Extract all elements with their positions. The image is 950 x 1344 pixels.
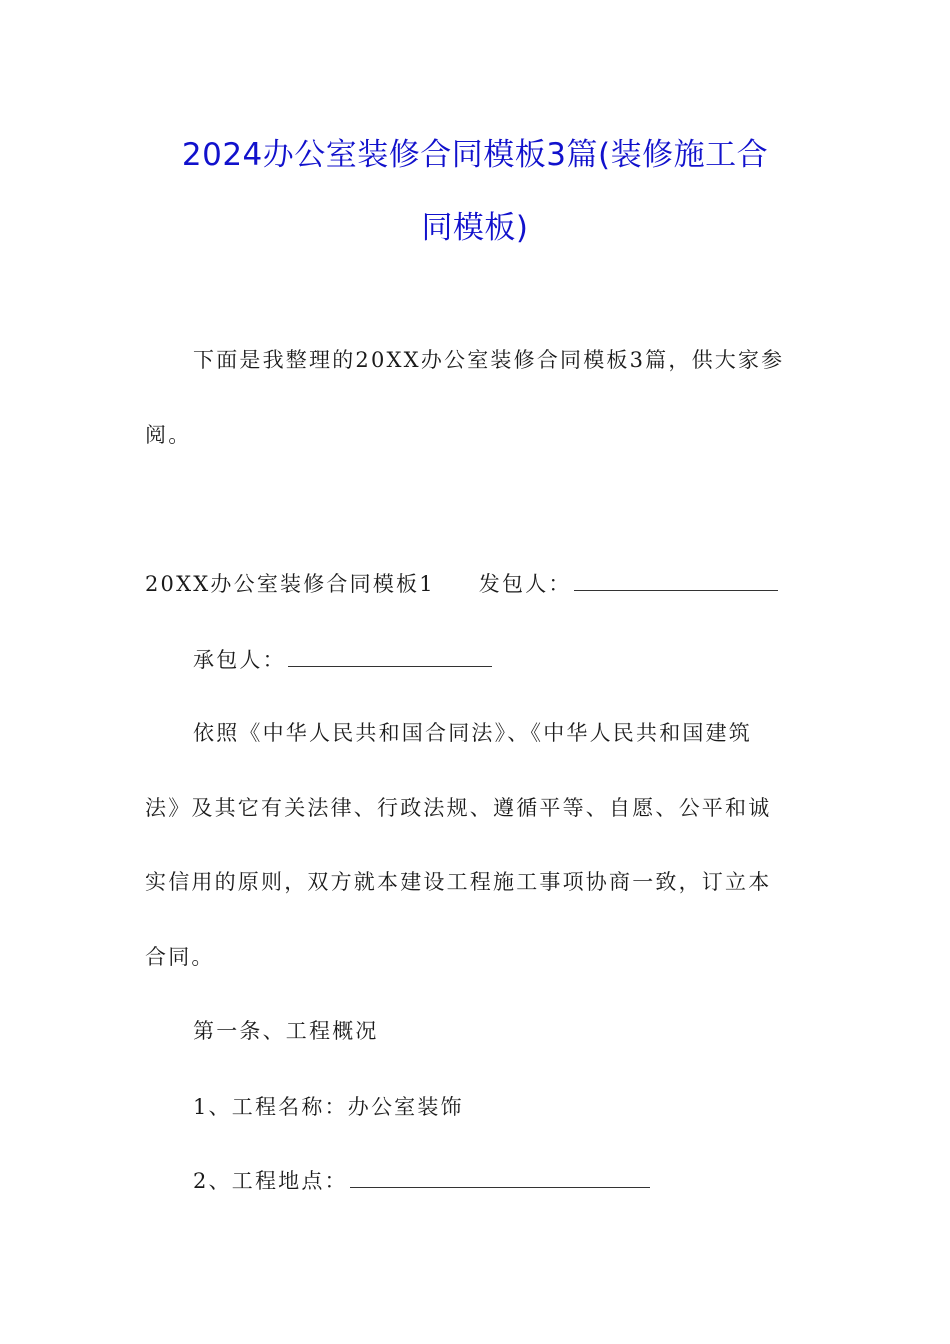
basis-paragraph-line-1: 依照《中华人民共和国合同法》、《中华人民共和国建筑 (193, 721, 752, 745)
project-location-blank (350, 1167, 650, 1188)
section-heading-row (145, 569, 778, 599)
document-title-line-2: 同模板) (421, 210, 529, 246)
item-2-project-location-label: 2、工程地点： (193, 1169, 348, 1193)
contractor-label: 承包人： (193, 648, 286, 672)
employer-blank (574, 570, 778, 591)
basis-paragraph-line-2: 法》及其它有关法律、行政法规、遵循平等、自愿、公平和诚 (145, 796, 772, 820)
employer-label: 发包人： (478, 572, 572, 596)
contractor-row (193, 645, 492, 675)
contractor-blank (288, 646, 492, 667)
document-title-line-1: 2024办公室装修合同模板3篇(装修施工合 (181, 137, 769, 173)
basis-paragraph-line-4: 合同。 (145, 945, 215, 969)
article-1-heading: 第一条、工程概况 (193, 1019, 379, 1043)
basis-paragraph-line-3: 实信用的原则，双方就本建设工程施工事项协商一致，订立本 (145, 870, 772, 894)
section-heading: 20XX办公室装修合同模板1 (145, 572, 435, 596)
intro-paragraph-line-1: 下面是我整理的20XX办公室装修合同模板3篇，供大家参 (193, 348, 785, 372)
intro-paragraph-line-2: 阅。 (145, 423, 192, 447)
item-1-project-name: 1、工程名称：办公室装饰 (193, 1095, 464, 1119)
item-2-row (193, 1166, 650, 1196)
